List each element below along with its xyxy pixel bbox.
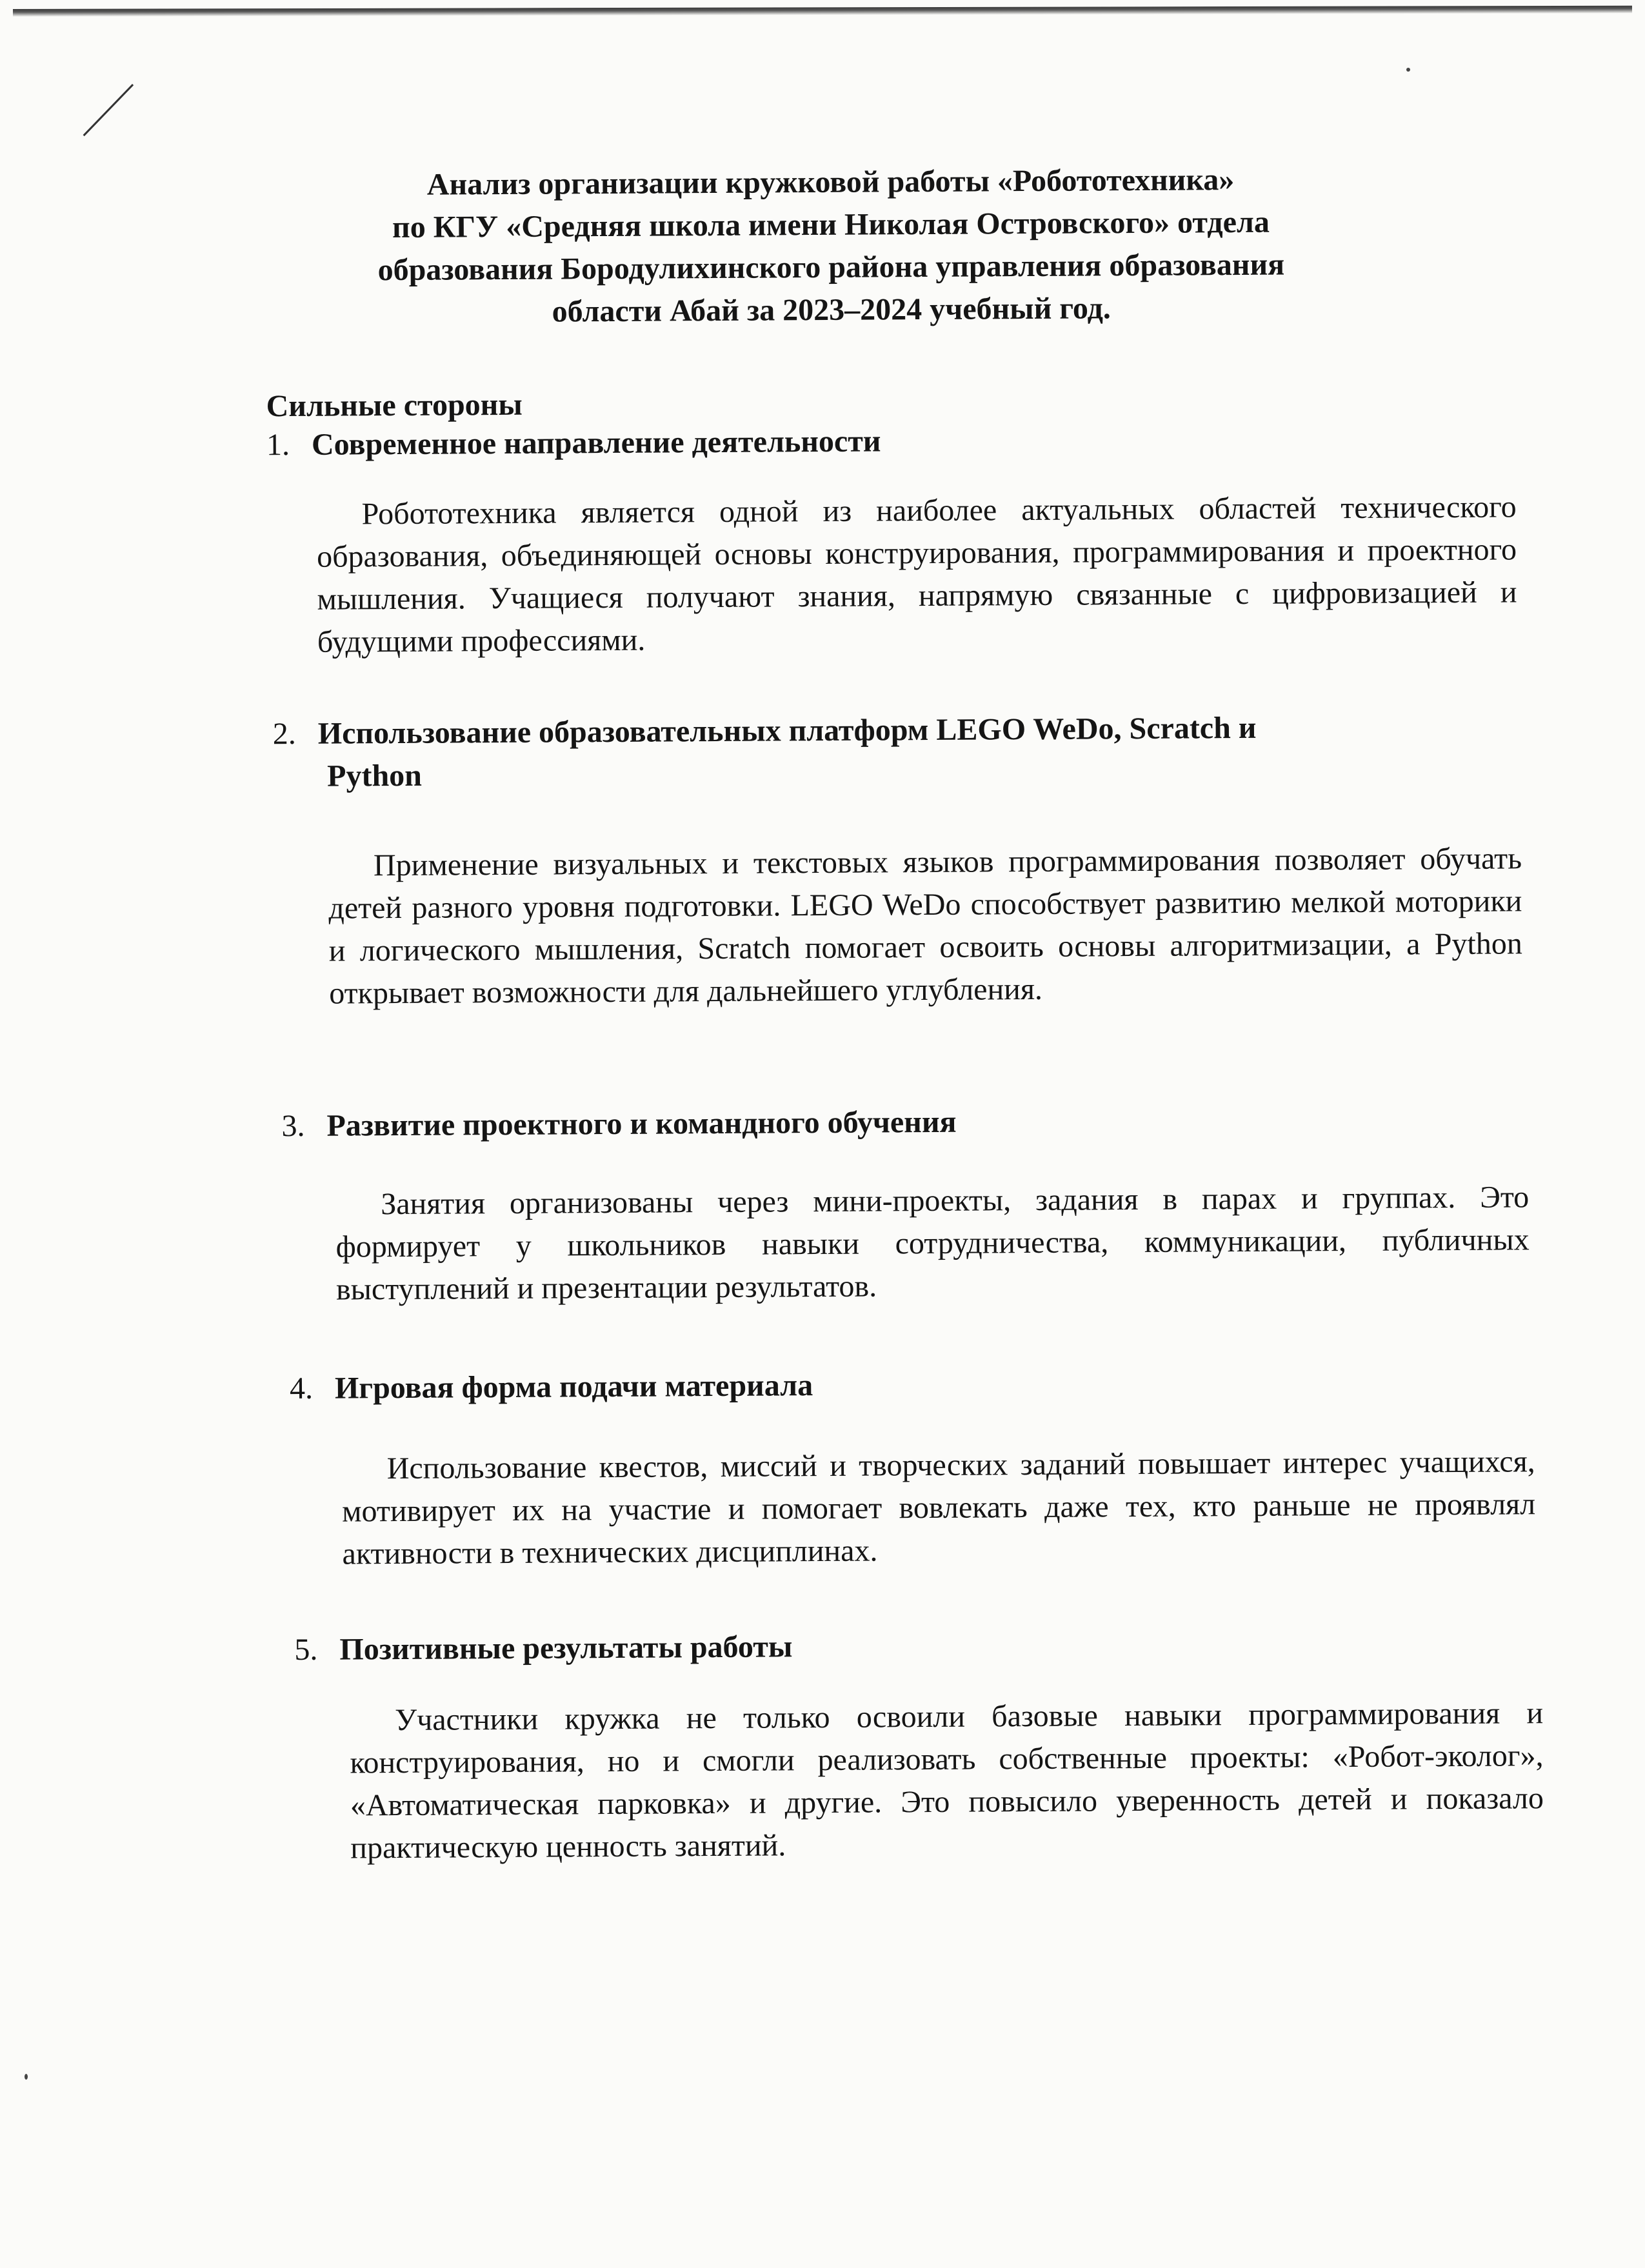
section-paragraph: Занятия организованы через мини-проекты, задания в парах и группах. Это формирует у школьников навыки сотрудничества, коммуникации, публичных выступлений и презентации результатов.	[335, 1180, 1530, 1307]
section-title: Развитие проектного и командного обучения	[326, 1104, 957, 1143]
section-number: 4.	[289, 1371, 314, 1406]
section-heading	[294, 1621, 1552, 1671]
title-line: образования Бородулихинского района управления образования	[377, 247, 1285, 288]
section-title: Современное направление деятельности	[311, 424, 881, 462]
document-title	[240, 157, 1422, 335]
section-heading	[290, 1360, 1548, 1410]
section-title-continued: Python	[327, 758, 423, 793]
section-heading	[273, 705, 1531, 798]
section-paragraph: Участники кружка не только освоили базовые навыки программирования и конструирования, но и смогли реализовать собственные проекты: «Робот-эколог», «Автоматическая парковка» и другие. Это повысило уверенность детей и показало практическую ценность занятий.	[350, 1696, 1544, 1865]
section-number: 5.	[294, 1632, 318, 1667]
section-number: 3.	[281, 1108, 305, 1144]
section-title: Игровая форма подачи материала	[334, 1368, 813, 1406]
section-heading	[281, 1097, 1539, 1148]
strengths-heading: Сильные стороны	[266, 387, 523, 424]
section-paragraph: Использование квестов, миссий и творческих заданий повышает интерес учащихся, мотивирует их на участие и помогает вовлекать даже тех, кто раньше не проявлял активности в технических дисциплинах.	[341, 1444, 1536, 1571]
section-paragraph: Применение визуальных и текстовых языков программирования позволяет обучать детей разного уровня подготовки. LEGO WeDo способствует развитию мелкой моторики и логического мышления, Scratch помогает освоить основы алгоритмизации, а Python открывает возможности для дальнейшего углубления.	[328, 841, 1522, 1011]
section-number: 2.	[272, 716, 296, 751]
section-title: Использование образовательных платформ LEGO WeDo, Scratch и	[317, 710, 1257, 751]
section-heading	[266, 416, 1544, 466]
section-number: 1.	[266, 428, 290, 463]
section-title: Позитивные результаты работы	[339, 1629, 793, 1667]
title-line: по КГУ «Средняя школа имени Николая Островского» отдела	[392, 204, 1270, 245]
title-line: области Абай за 2023–2024 учебный год.	[552, 291, 1111, 329]
section-paragraph: Робототехника является одной из наиболее актуальных областей технического образования, объединяющей основы конструирования, программирования и проектного мышления. Учащиеся получают знания, напрямую связанные с цифровизацией и будущими профессиями.	[316, 490, 1517, 659]
title-line: Анализ организации кружковой работы «Робототехника»	[426, 163, 1235, 202]
